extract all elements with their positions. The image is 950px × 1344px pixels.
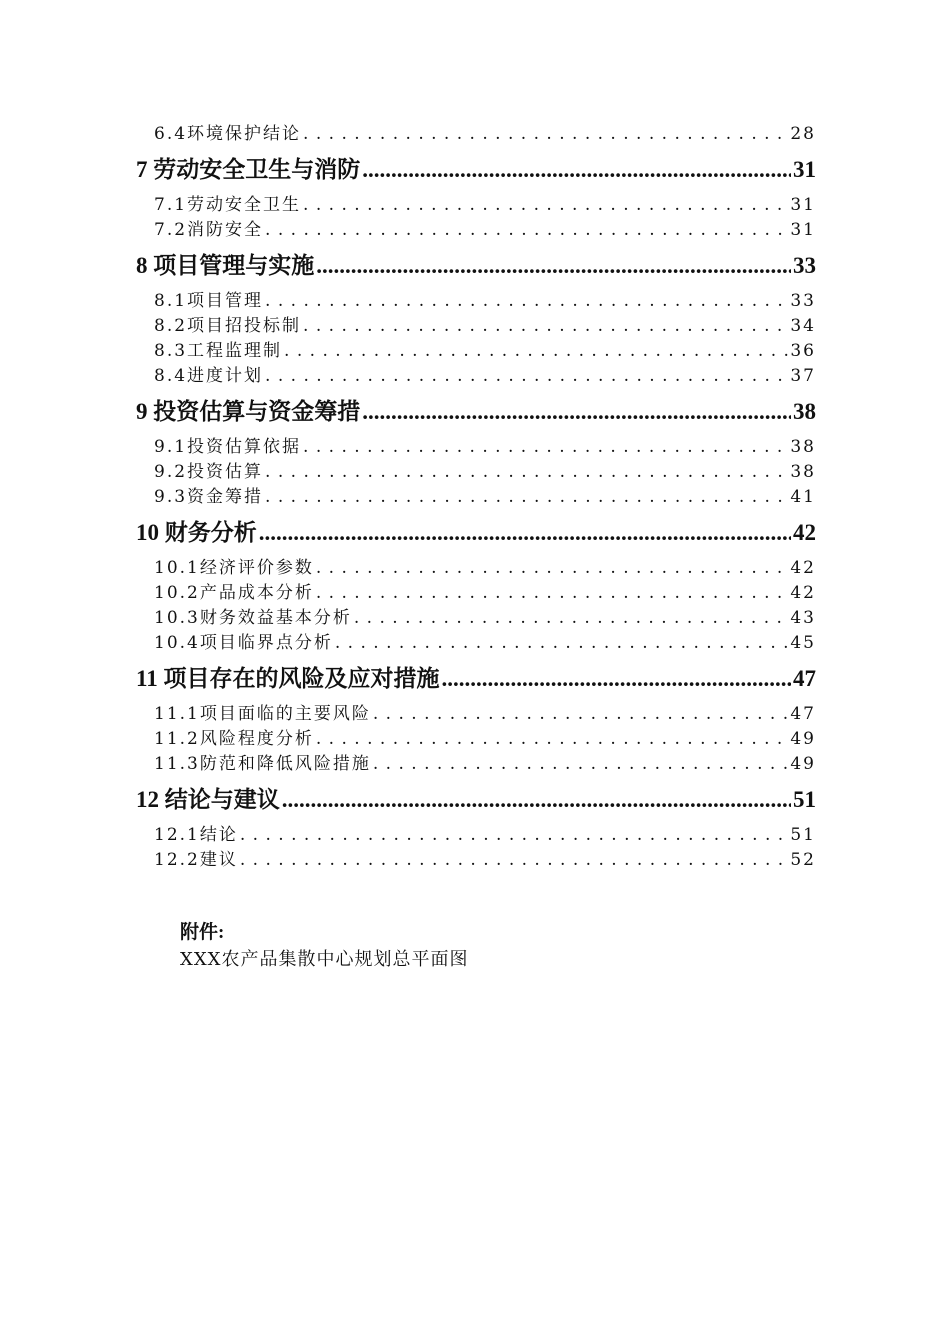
dot-leader [259, 514, 791, 552]
toc-page-number: 49 [790, 729, 816, 749]
dot-leader [265, 460, 788, 485]
toc-entry-label: 11 项目存在的风险及应对措施 [136, 666, 440, 691]
toc-section-entry[interactable] [136, 631, 816, 656]
dot-leader [303, 122, 788, 147]
toc-chapter-entry[interactable] [136, 514, 816, 552]
toc-page-number: 47 [793, 666, 816, 691]
toc-section-entry[interactable] [136, 289, 816, 314]
dot-leader [282, 781, 791, 819]
toc-section-entry[interactable] [136, 702, 816, 727]
toc-page-number: 42 [790, 558, 816, 578]
toc-chapter-entry[interactable] [136, 781, 816, 819]
toc-entry-label: 8 项目管理与实施 [136, 253, 315, 278]
toc-page-number: 49 [790, 754, 816, 774]
toc-section-entry[interactable] [136, 581, 816, 606]
toc-page-number: 41 [790, 487, 816, 507]
toc-section-entry[interactable] [136, 848, 816, 873]
toc-entry-label: 9.2投资估算 [154, 462, 264, 482]
dot-leader [441, 660, 791, 698]
toc-page-number: 42 [790, 583, 816, 603]
dot-leader [265, 218, 788, 243]
toc-entry-label: 9.3资金筹措 [154, 487, 264, 507]
toc-section-entry[interactable] [136, 556, 816, 581]
dot-leader [362, 151, 791, 189]
dot-leader [265, 364, 788, 389]
toc-section-entry[interactable] [136, 435, 816, 460]
toc-entry-label: 11.2风险程度分析 [154, 729, 314, 749]
toc-entry-label: 8.1项目管理 [154, 291, 264, 311]
toc-entry-label: 7.2消防安全 [154, 220, 264, 240]
toc-entry-label: 10 财务分析 [136, 520, 257, 545]
toc-chapter-entry[interactable] [136, 151, 816, 189]
appendix-item: XXX农产品集散中心规划总平面图 [180, 949, 469, 970]
toc-page-number: 28 [790, 124, 816, 144]
toc-page-number: 33 [790, 291, 816, 311]
toc-entry-label: 10.1经济评价参数 [154, 558, 314, 578]
dot-leader [335, 631, 789, 656]
toc-page-number: 33 [793, 253, 816, 278]
toc-section-entry[interactable] [136, 727, 816, 752]
toc-page-number: 37 [790, 366, 816, 386]
toc-chapter-entry[interactable] [136, 660, 816, 698]
toc-entry-label: 9 投资估算与资金筹措 [136, 399, 361, 424]
toc-entry-label: 12 结论与建议 [136, 787, 280, 812]
toc-section-entry[interactable] [136, 218, 816, 243]
toc-page-number: 34 [790, 316, 816, 336]
toc-page-number: 38 [790, 462, 816, 482]
dot-leader [362, 393, 791, 431]
toc-page-number: 51 [790, 825, 816, 845]
appendix-section [180, 920, 468, 974]
toc-chapter-entry[interactable] [136, 247, 816, 285]
dot-leader [265, 289, 788, 314]
dot-leader [316, 556, 789, 581]
toc-section-entry[interactable] [136, 364, 816, 389]
toc-section-entry[interactable] [136, 122, 816, 147]
dot-leader [373, 702, 789, 727]
toc-entry-label: 7 劳动安全卫生与消防 [136, 157, 361, 182]
toc-page-number: 31 [793, 157, 816, 182]
toc-entry-label: 12.1结论 [154, 825, 238, 845]
toc-entry-label: 6.4环境保护结论 [154, 124, 302, 144]
dot-leader [240, 823, 789, 848]
toc-section-entry[interactable] [136, 193, 816, 218]
table-of-contents [136, 122, 816, 873]
toc-page-number: 42 [793, 520, 816, 545]
toc-page-number: 38 [790, 437, 816, 457]
toc-page-number: 38 [793, 399, 816, 424]
toc-entry-label: 11.1项目面临的主要风险 [154, 704, 371, 724]
dot-leader [316, 581, 789, 606]
toc-entry-label: 9.1投资估算依据 [154, 437, 302, 457]
toc-section-entry[interactable] [136, 752, 816, 777]
toc-entry-label: 8.4进度计划 [154, 366, 264, 386]
dot-leader [284, 339, 788, 364]
toc-entry-label: 8.3工程监理制 [154, 341, 283, 361]
toc-entry-label: 11.3防范和降低风险措施 [154, 754, 371, 774]
dot-leader [303, 435, 788, 460]
dot-leader [316, 727, 789, 752]
toc-page-number: 47 [790, 704, 816, 724]
toc-entry-label: 10.3财务效益基本分析 [154, 608, 352, 628]
toc-page-number: 36 [790, 341, 816, 361]
toc-section-entry[interactable] [136, 339, 816, 364]
dot-leader [354, 606, 789, 631]
toc-page-number: 51 [793, 787, 816, 812]
toc-entry-label: 7.1劳动安全卫生 [154, 195, 302, 215]
toc-entry-label: 10.4项目临界点分析 [154, 633, 333, 653]
dot-leader [265, 485, 788, 510]
toc-section-entry[interactable] [136, 823, 816, 848]
dot-leader [316, 247, 791, 285]
dot-leader [303, 193, 788, 218]
dot-leader [303, 314, 788, 339]
toc-section-entry[interactable] [136, 485, 816, 510]
toc-section-entry[interactable] [136, 606, 816, 631]
dot-leader [373, 752, 789, 777]
appendix-title: 附件: [180, 922, 225, 943]
toc-page-number: 43 [790, 608, 816, 628]
toc-page-number: 31 [790, 195, 816, 215]
toc-page-number: 31 [790, 220, 816, 240]
toc-page-number: 45 [790, 633, 816, 653]
dot-leader [240, 848, 789, 873]
toc-section-entry[interactable] [136, 460, 816, 485]
toc-page-number: 52 [790, 850, 816, 870]
toc-entry-label: 10.2产品成本分析 [154, 583, 314, 603]
toc-section-entry[interactable] [136, 314, 816, 339]
toc-entry-label: 12.2建议 [154, 850, 238, 870]
toc-chapter-entry[interactable] [136, 393, 816, 431]
toc-entry-label: 8.2项目招投标制 [154, 316, 302, 336]
